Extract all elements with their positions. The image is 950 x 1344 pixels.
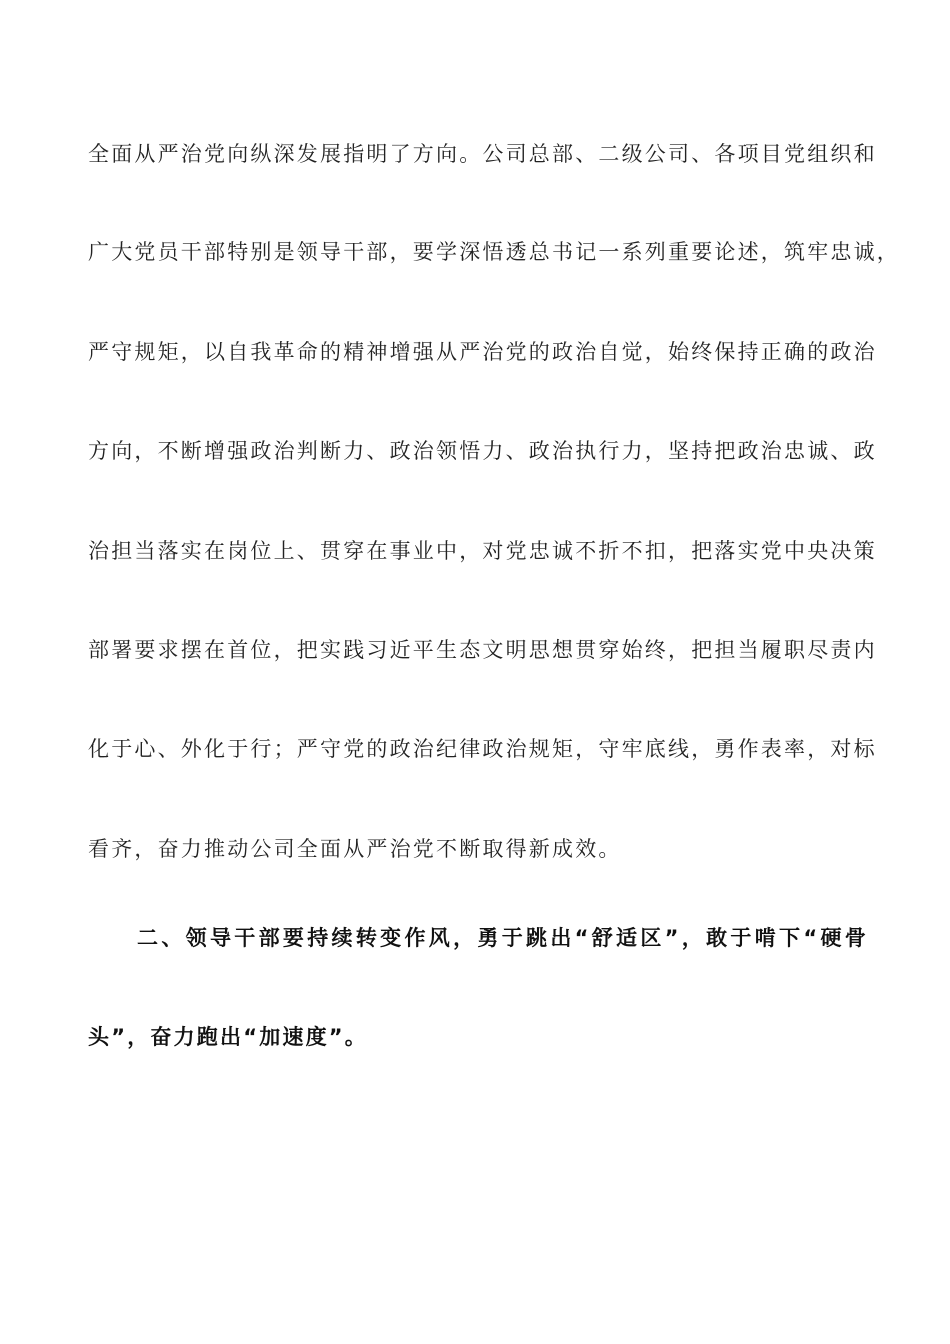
paragraph-line: 方向，不断增强政治判断力、政治领悟力、政治执行力，坚持把政治忠诚、政 (88, 439, 877, 463)
paragraph-line: 治担当落实在岗位上、贯穿在事业中，对党忠诚不折不扣，把落实党中央决策 (88, 539, 877, 563)
section-heading-line: 二、领导干部要持续转变作风，勇于跳出“舒适区”，敢于啃下“硬骨 (137, 926, 868, 950)
section-heading-line: 头”，奋力跑出“加速度”。 (88, 1025, 369, 1049)
paragraph-line: 看齐，奋力推动公司全面从严治党不断取得新成效。 (88, 837, 622, 861)
paragraph-line: 严守规矩，以自我革命的精神增强从严治党的政治自觉，始终保持正确的政治 (88, 340, 877, 364)
paragraph-line: 部署要求摆在首位，把实践习近平生态文明思想贯穿始终，把担当履职尽责内 (88, 638, 877, 662)
paragraph-line: 化于心、外化于行；严守党的政治纪律政治规矩，守牢底线，勇作表率，对标 (88, 737, 877, 761)
paragraph-line: 全面从严治党向纵深发展指明了方向。公司总部、二级公司、各项目党组织和 (88, 142, 877, 166)
paragraph-line: 广大党员干部特别是领导干部，要学深悟透总书记一系列重要论述，筑牢忠诚， (88, 240, 900, 264)
